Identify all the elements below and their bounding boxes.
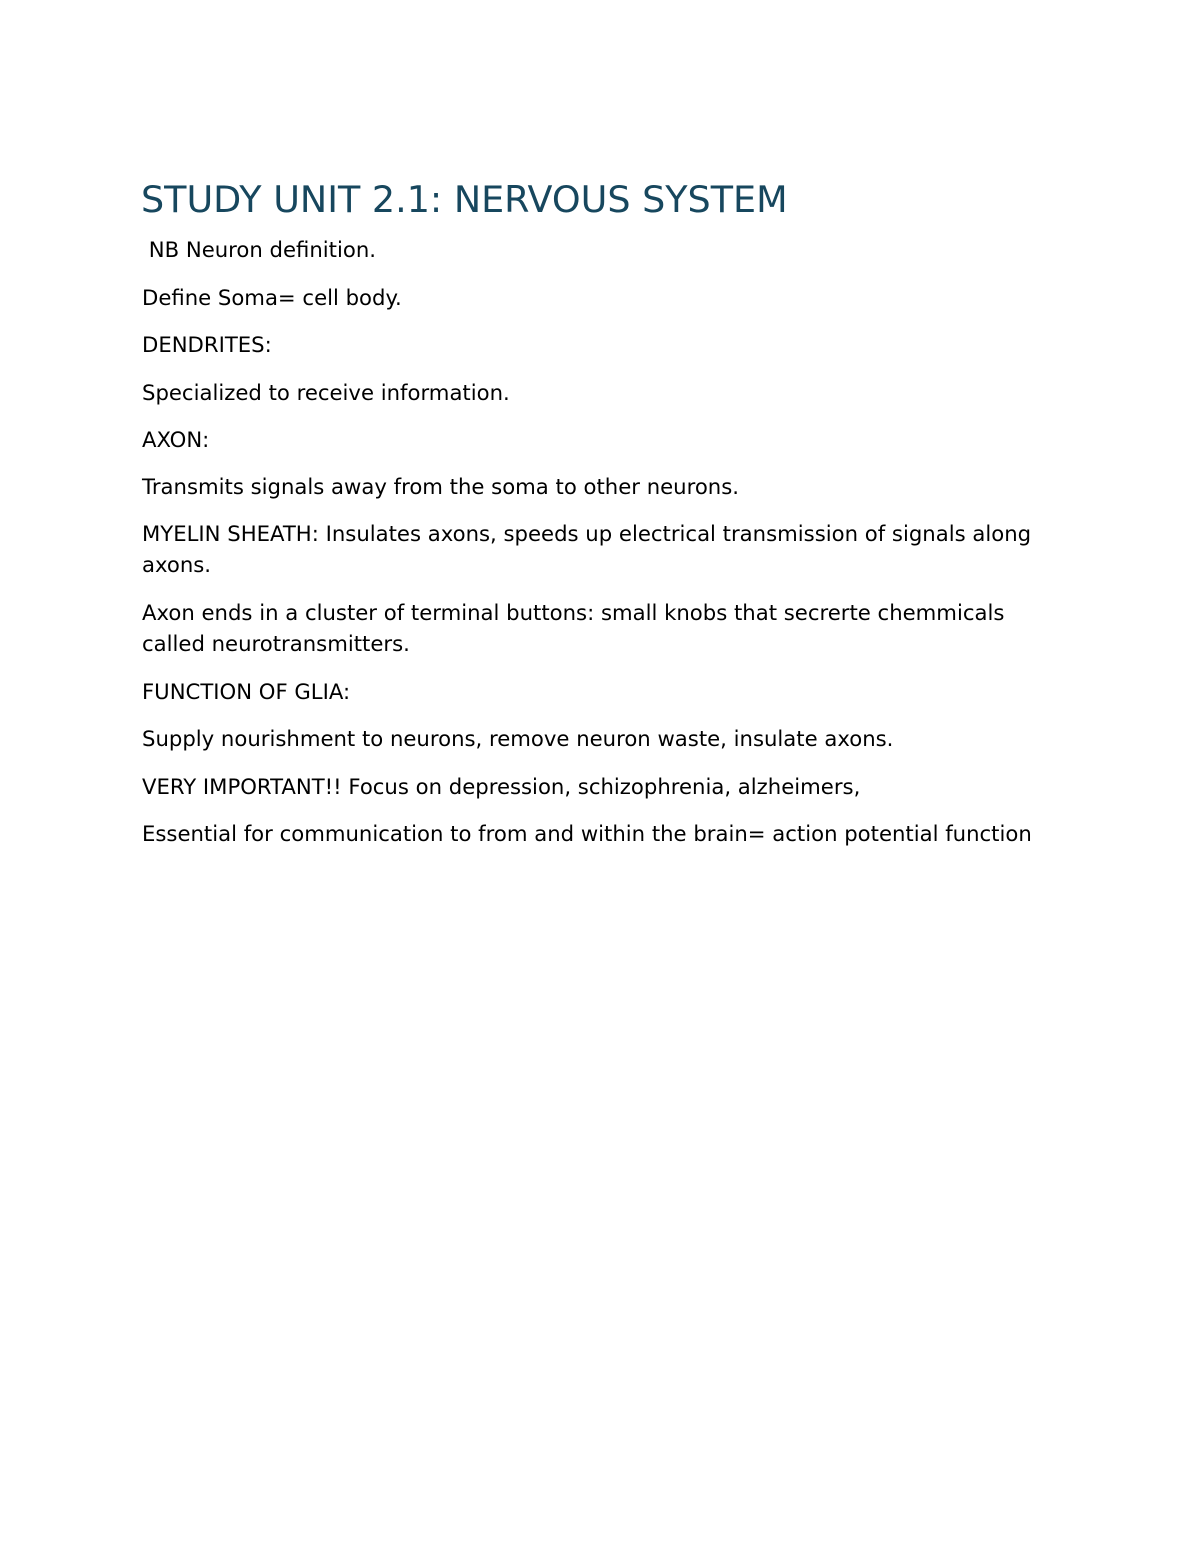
paragraph-nb-neuron-definition: NB Neuron definition. — [142, 237, 377, 262]
paragraph-glia-heading: FUNCTION OF GLIA: — [142, 679, 351, 704]
paragraph-very-important: VERY IMPORTANT!! Focus on depression, schizophrenia, alzheimers, — [142, 774, 861, 799]
paragraph-terminal-buttons: Axon ends in a cluster of terminal buttons: small knobs that secrerte chemmicals called neurotransmitters. — [142, 600, 1005, 656]
paragraph-dendrites-description: Specialized to receive information. — [142, 380, 510, 405]
paragraph-axon-heading: AXON: — [142, 427, 210, 452]
paragraph-myelin-sheath: MYELIN SHEATH: Insulates axons, speeds up electrical transmission of signals along axons. — [142, 521, 1032, 577]
paragraph-action-potential: Essential for communication to from and within the brain= action potential function — [142, 821, 1032, 846]
paragraph-define-soma: Define Soma= cell body. — [142, 285, 402, 310]
document-title: STUDY UNIT 2.1: NERVOUS SYSTEM — [141, 178, 788, 221]
paragraph-dendrites-heading: DENDRITES: — [142, 332, 272, 357]
paragraph-glia-description: Supply nourishment to neurons, remove neuron waste, insulate axons. — [142, 726, 894, 751]
paragraph-axon-description: Transmits signals away from the soma to other neurons. — [142, 474, 740, 499]
